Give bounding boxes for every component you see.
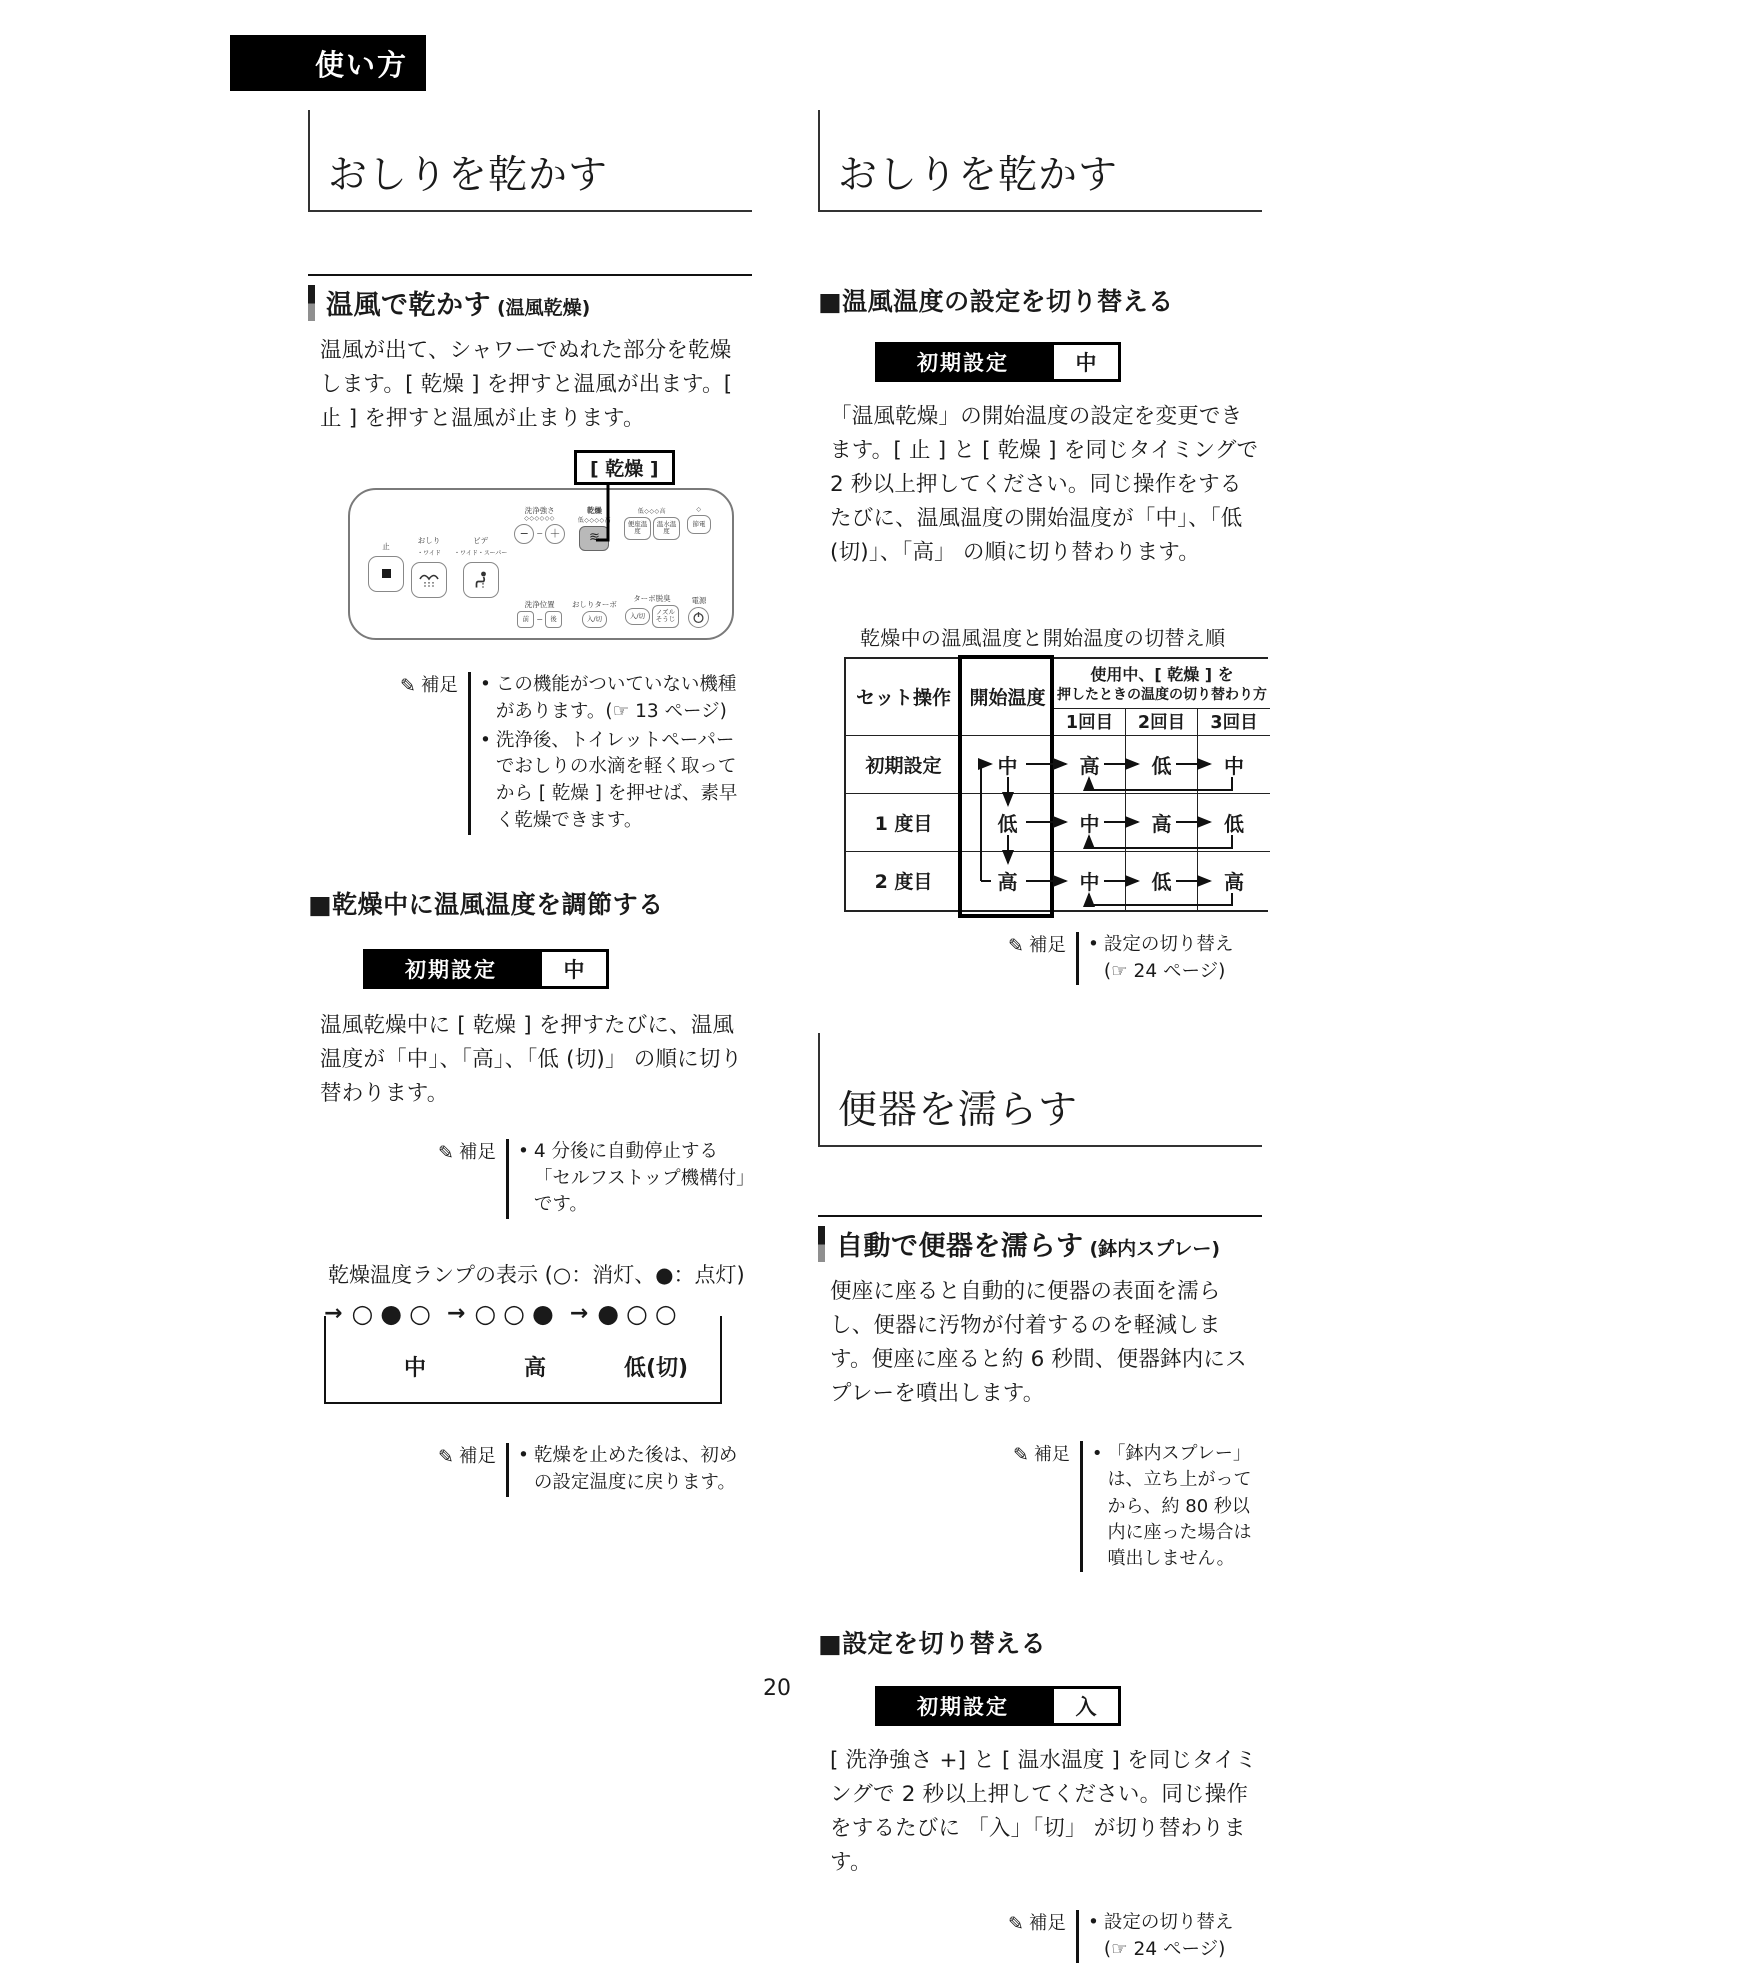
oshiri-sublabel: ・ワイド <box>417 549 441 557</box>
note-item <box>1092 1441 1262 1571</box>
note-item <box>1088 932 1262 986</box>
section-auto-wet <box>818 1215 1262 1263</box>
eco-dot: ◇ <box>696 505 702 513</box>
lamp-state-high: ○○● <box>474 1299 561 1329</box>
temp-switch-table <box>844 657 1268 912</box>
default-setting-value: 中 <box>539 949 609 989</box>
note-text: 洗浄後、トイレットペーパーでおしりの水滴を軽く取ってから [ 乾燥 ] を押せば、素早く乾燥できます。 <box>495 729 738 831</box>
note-head <box>400 672 468 835</box>
table-grid <box>844 657 1268 912</box>
adjust-body: 温風乾燥中に [ 乾燥 ] を押すたびに、温風温度が「中」、「高」、「低 (切)」 の順に切り替わります。 <box>320 1012 743 1106</box>
lamp-state-low: ●○○ <box>597 1299 684 1329</box>
arrow-right-icon: → <box>569 1301 589 1327</box>
switch-temp-body: 「温風乾燥」の開始温度の設定を変更できます。[ 止 ] と [ 乾燥 ] を同じタイミングで 2 秒以上押してください。同じ操作をするたびに、温風温度の開始温度が「中」、「低 (切)」、「高」 の順に切り替わります。 <box>830 404 1259 565</box>
bullet-glyph: • <box>1087 1911 1099 1933</box>
left-heading-block <box>308 110 752 212</box>
dash-glyph: − <box>536 529 543 539</box>
lamp-state-mid: ○●○ <box>351 1299 438 1329</box>
dry-dots: 低◇◇◇◇高 <box>577 516 612 524</box>
default-setting-badge <box>363 949 752 989</box>
note-table <box>1008 932 1262 986</box>
default-setting-label: 初期設定 <box>875 1686 1051 1726</box>
page-tab: 使い方 <box>230 35 426 91</box>
note-label: 補足 <box>420 674 458 696</box>
lamp-caption: 乾燥温度ランプの表示 (○：消灯、●：点灯) <box>328 1263 745 1288</box>
bullet-glyph: • <box>517 1140 529 1162</box>
deodor-label: ターボ脱臭 <box>633 593 671 603</box>
note-item <box>1088 1910 1262 1963</box>
temp-press1: 高 <box>1054 736 1126 794</box>
lamp-diagram <box>308 1299 752 1421</box>
pencil-icon: ✎ <box>400 674 416 697</box>
default-setting-value: 入 <box>1051 1686 1121 1726</box>
section-warm-air-dry <box>308 274 752 322</box>
default-setting-badge <box>875 1686 1262 1726</box>
note-selfstop <box>438 1139 748 1219</box>
water-temp-button: 温水温度 <box>653 517 680 540</box>
page-title: おしりを乾かす <box>838 153 1119 198</box>
note-spray <box>1013 1441 1262 1571</box>
eco-button: 節電 <box>687 515 711 534</box>
default-setting-label: 初期設定 <box>875 342 1051 382</box>
page-title-wet: 便器を濡らす <box>838 1088 1079 1134</box>
temp-press1: 中 <box>1054 794 1126 852</box>
default-setting-label: 初期設定 <box>363 949 539 989</box>
remote-diagram <box>308 448 752 646</box>
section-switch-temp: ■温風温度の設定を切り替える <box>818 287 1174 316</box>
note-label: 補足 <box>458 1446 496 1468</box>
strength-minus-button: − <box>514 524 534 544</box>
note-head <box>1008 932 1076 986</box>
table-caption: 乾燥中の温風温度と開始温度の切替え順 <box>860 625 1226 650</box>
bullet-glyph: • <box>517 1445 529 1467</box>
col-header-press3: 3回目 <box>1198 709 1270 736</box>
strength-dots: ◇◇◇◇◇◇ <box>524 514 555 522</box>
bullet-glyph: • <box>479 729 491 751</box>
bullet-glyph: • <box>1087 933 1099 955</box>
lamp-label-high: 高 <box>524 1356 547 1382</box>
note-head <box>1013 1441 1080 1571</box>
start-temp: 高 <box>962 852 1054 910</box>
row-label: 2 度目 <box>846 852 962 910</box>
section-subtitle: (鉢内スプレー) <box>1089 1237 1221 1260</box>
temp-press2: 低 <box>1126 736 1198 794</box>
dash-glyph: − <box>536 614 543 624</box>
strength-plus-button: ＋ <box>545 524 565 544</box>
lamp-label-mid: 中 <box>404 1356 427 1382</box>
default-setting-badge <box>875 342 1262 382</box>
page-title: おしりを乾かす <box>328 153 609 198</box>
callout-connector-line <box>308 448 752 646</box>
row-label: 初期設定 <box>846 736 962 794</box>
dry-label: 乾燥 <box>586 505 602 515</box>
deodor-onoff-button: 入/切 <box>625 608 650 625</box>
right-column <box>818 110 1267 1963</box>
col-header-use <box>1054 659 1270 709</box>
row-label: 1 度目 <box>846 794 962 852</box>
temp-press3: 中 <box>1198 736 1270 794</box>
pencil-icon: ✎ <box>1008 934 1024 957</box>
default-setting-value: 中 <box>1051 342 1121 382</box>
start-temp: 低 <box>962 794 1054 852</box>
start-temp: 中 <box>962 736 1054 794</box>
page-number: 20 <box>763 1676 791 1701</box>
turbo-onoff-button: 入/切 <box>582 611 607 628</box>
col-header-use-line1: 使用中、[ 乾燥 ] を <box>1090 664 1234 684</box>
note-text: 設定の切り替え (☞ 24 ページ) <box>1103 933 1234 982</box>
pencil-icon: ✎ <box>438 1141 454 1164</box>
col-header-press1: 1回目 <box>1054 709 1126 736</box>
pencil-icon: ✎ <box>1013 1444 1029 1467</box>
nozzle-clean-button: ノズル そうじ <box>652 605 679 628</box>
note-head <box>438 1139 506 1219</box>
note-label: 補足 <box>1028 1912 1066 1934</box>
bullet-glyph: • <box>1091 1443 1103 1465</box>
note-warm-air <box>400 672 752 835</box>
section-subtitle: (温風乾燥) <box>497 296 591 319</box>
note-head <box>438 1443 506 1497</box>
note-reset-temp <box>438 1443 748 1497</box>
note-text: 設定の切り替え (☞ 24 ページ) <box>1103 1911 1234 1960</box>
section-adjust-temp: ■乾燥中に温風温度を調節する <box>308 889 664 919</box>
temp-press3: 低 <box>1198 794 1270 852</box>
note-item <box>518 1139 748 1219</box>
temp-dots: 低◇◇◇高 <box>637 507 667 515</box>
section-title: 温風で乾かす <box>326 290 491 321</box>
arrow-right-icon: → <box>446 1301 466 1327</box>
note-label: 補足 <box>1028 934 1066 956</box>
note-text: この機能がついていない機種があります。(☞ 13 ページ) <box>495 673 737 722</box>
left-column <box>308 110 752 1497</box>
temp-press2: 高 <box>1126 794 1198 852</box>
note-text: 4 分後に自動停止する「セルフストップ機構付」です。 <box>533 1140 746 1216</box>
bidet-label: ビデ <box>473 535 489 545</box>
oshiri-label: おしり <box>417 535 441 545</box>
section-switch-setting: ■設定を切り替える <box>818 1628 1047 1658</box>
pencil-icon: ✎ <box>1008 1912 1024 1935</box>
col-header-use-line2: 押したときの温度の切り替わり方 <box>1057 686 1267 703</box>
turbo-label: おしりターボ <box>571 599 617 609</box>
note-item <box>480 728 752 835</box>
note-text: 乾燥を止めた後は、初めの設定温度に戻ります。 <box>533 1445 738 1493</box>
note-label: 補足 <box>1033 1444 1070 1466</box>
lamp-label-low: 低(切) <box>624 1356 689 1382</box>
bullet-glyph: • <box>479 673 491 695</box>
note-head <box>1008 1910 1076 1963</box>
lamp-states-row <box>308 1299 752 1328</box>
switch-setting-body: [ 洗浄強さ +] と [ 温水温度 ] を同じタイミングで 2 秒以上押してください。同じ操作をするたびに 「入」「切」 が切り替わります。 <box>830 1747 1257 1875</box>
section-bar <box>818 1226 825 1262</box>
note-text: 「鉢内スプレー」は、立ち上がってから、約 80 秒以内に座った場合は噴出しません。 <box>1107 1443 1252 1569</box>
temp-press1: 中 <box>1054 852 1126 910</box>
stop-label: 止 <box>382 541 390 551</box>
position-front-button: 前 <box>517 611 534 628</box>
strength-label: 洗浄強さ <box>524 505 555 515</box>
col-header-set: セット操作 <box>846 659 962 736</box>
pencil-icon: ✎ <box>438 1446 454 1469</box>
temp-press3: 高 <box>1198 852 1270 910</box>
note-setting <box>1008 1910 1262 1963</box>
auto-wet-body: 便座に座ると自動的に便器の表面を濡らし、便器に汚物が付着するのを軽減します。便座に座ると約 6 秒間、便器鉢内にスプレーを噴出します。 <box>830 1279 1247 1407</box>
position-label: 洗浄位置 <box>524 599 555 609</box>
note-item <box>518 1443 748 1497</box>
bidet-sublabel: ・ワイド・スーパー <box>454 549 508 557</box>
right-heading-block <box>818 110 1262 212</box>
dry-button-callout: [ 乾燥 ] <box>574 450 675 485</box>
section-title: 自動で便器を濡らす <box>836 1231 1084 1263</box>
col-header-start: 開始温度 <box>962 659 1054 736</box>
section-bar <box>308 285 315 321</box>
note-item <box>480 672 752 726</box>
warm-air-body: 温風が出て、シャワーでぬれた部分を乾燥します。[ 乾燥 ] を押すと温風が出ます。[ 止 ] を押すと温風が止まります。 <box>320 338 733 431</box>
wet-heading-block <box>818 1033 1262 1147</box>
seat-temp-button: 便座温度 <box>624 517 651 540</box>
position-back-button: 後 <box>545 611 562 628</box>
power-label: 電源 <box>691 595 707 605</box>
col-header-press2: 2回目 <box>1126 709 1198 736</box>
dry-button: ≋ <box>579 526 609 551</box>
temp-press2: 低 <box>1126 852 1198 910</box>
note-label: 補足 <box>458 1141 496 1163</box>
arrow-right-icon: → <box>324 1301 343 1327</box>
